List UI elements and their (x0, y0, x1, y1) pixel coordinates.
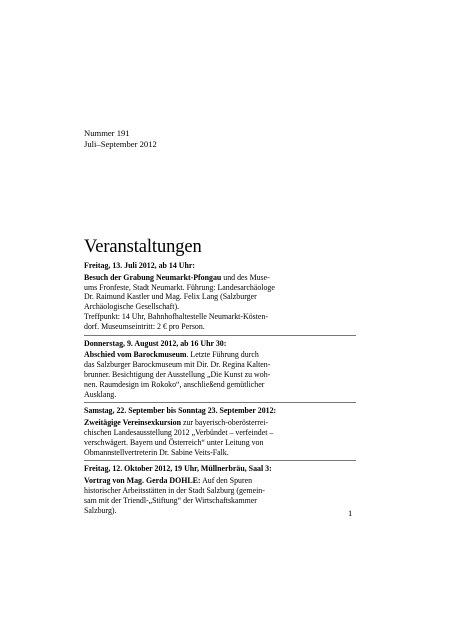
issue-number: Nummer 191 (84, 128, 130, 138)
event-text: . Letzte Führung durch (186, 350, 259, 360)
event-text: Dr. Raimund Kastler und Mag. Felix Lang (Salzburger (84, 292, 257, 302)
event-text: zur bayerisch-oberösterrei- (180, 418, 269, 428)
event-text: Ausklang. (84, 389, 117, 399)
event-text-line (84, 350, 356, 360)
event-entry (84, 464, 356, 518)
event-text-line (84, 370, 356, 380)
event-text-line (84, 438, 356, 448)
event-text: und des Muse- (221, 272, 270, 282)
event-text: chischen Landesausstellung 2012 „Verbündet – verfeindet – (84, 427, 274, 437)
event-text: Archäologische Gesellschaft). (84, 302, 180, 312)
event-text-line (84, 506, 356, 516)
event-text-line (84, 283, 356, 293)
event-entry (84, 261, 356, 336)
event-text-line (84, 273, 356, 283)
issue-period: Juli–September 2012 (84, 138, 157, 149)
event-entry (84, 406, 356, 461)
event-title: Besuch der Grabung Neumarkt-Pfongau (84, 272, 222, 282)
event-text-line (84, 360, 356, 370)
event-text: sam mit der Triendl-„Stiftung“ der Wirtschaftskammer (84, 495, 257, 505)
event-text: verschwägert. Bayern und Österreich“ unter Leitung von (84, 437, 264, 447)
event-date: Donnerstag, 9. August 2012, ab 16 Uhr 30: (84, 338, 227, 348)
event-text: dorf. Museumseintritt: 2 € pro Person. (84, 321, 205, 331)
event-text: das Salzburger Barockmuseum mit Dir. Dr. Regina Kalten- (84, 360, 271, 370)
event-title: Vortrag von Mag. Gerda DOHLE: (84, 476, 201, 486)
event-text: brunner. Besichtigung der Ausstellung „Die Kunst zu woh- (84, 369, 271, 379)
event-text: Treffpunkt: 14 Uhr, Bahnhofhaltestelle Neumarkt-Kösten- (84, 311, 268, 321)
event-date: Freitag, 13. Juli 2012, ab 14 Uhr: (84, 261, 195, 270)
event-text: Auf den Spuren (200, 476, 253, 486)
page-title: Veranstaltungen (84, 237, 202, 257)
event-text: Obmannstellvertreterin Dr. Sabine Veits-Falk. (84, 447, 229, 457)
event-title: Abschied vom Barockmuseum (84, 350, 187, 360)
page-number: 1 (348, 508, 353, 518)
events-list (84, 261, 356, 521)
event-text: Salzburg). (84, 505, 117, 515)
event-date: Samstag, 22. September bis Sonntag 23. September 2012: (84, 406, 277, 416)
event-text-line (84, 496, 356, 506)
event-date: Freitag, 12. Oktober 2012, 19 Uhr, Müllnerbräu, Saal 3: (84, 464, 272, 474)
event-text-line (84, 476, 356, 486)
event-text-line (84, 380, 356, 390)
event-entry (84, 339, 356, 404)
event-text-line (84, 428, 356, 438)
event-text-line (84, 486, 356, 496)
event-text: historischer Arbeitsstätten in der Stadt Salzburg (gemein- (84, 485, 265, 495)
event-text-line (84, 448, 356, 458)
event-text-line (84, 322, 356, 332)
issue-info (84, 128, 157, 149)
event-text-line (84, 312, 356, 322)
event-text-line (84, 390, 356, 400)
event-text-line (84, 302, 356, 312)
event-text: nen. Raumdesign im Rokoko“, anschließend gemütlicher (84, 379, 265, 389)
event-text: ums Fronfeste, Stadt Neumarkt. Führung: Landesarchäologe (84, 282, 275, 292)
event-title: Zweitägige Vereinsexkursion (84, 418, 181, 428)
event-text-line (84, 418, 356, 428)
event-text-line (84, 292, 356, 302)
